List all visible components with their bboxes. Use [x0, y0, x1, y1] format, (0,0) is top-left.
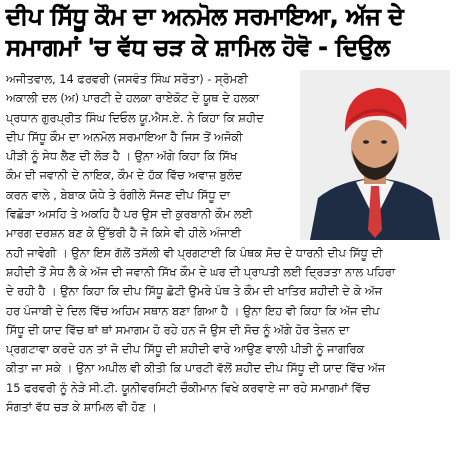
- headline-line-2: ਸਮਾਗਮਾਂ 'ਚ ਵੱਧ ਚੜ ਕੇ ਸ਼ਾਮਿਲ ਹੋਵੋ - ਦਿਉਲ: [6, 35, 390, 61]
- body-line: ਸੰਗਤਾਂ ਵੱਧ ਚੜ ਕੇ ਸ਼ਾਮਿਲ ਵੀ ਹੋਣ ।: [6, 400, 157, 415]
- left-eye: [363, 140, 369, 144]
- body-line: ਕੀਤਾ ਜਾ ਸਕੇ । ਉਨਾ ਅਪੀਲ ਵੀ ਕੀਤੀ ਕਿ ਪਾਰਟੀ ਵੱਲੋਂ ਸ਼ਹੀਦ ਦੀਪ ਸਿੱਧੂ ਦੀ ਯਾਦ ਵਿੱਚ ਅੱਜ: [6, 361, 386, 376]
- body-line: ਅਕਾਲੀ ਦਲ (ਅ) ਪਾਰਟੀ ਦੇ ਹਲਕਾ ਰਾਏਕੋਟ ਦੇ ਯੂਥ ਦੇ ਹਲਕਾ: [6, 91, 260, 106]
- body-line: ਸਿੱਧੂ ਦੀ ਯਾਦ ਵਿੱਚ ਥਾਂ ਥਾਂ ਸਮਾਗਮ ਹੋ ਰਹੇ ਹਨ ਜੋ ਉਸ ਦੀ ਸੋਚ ਨੂੰ ਅੱਗੇ ਹੋਰ ਤੇਜ਼ਨ ਦਾ: [6, 322, 350, 337]
- article-body-area: [6, 70, 450, 417]
- body-line: ਨਹੀ ਜਾਵੇਗੀ । ਉਨਾ ਇਸ ਗੱਲੋਂ ਤਸੱਲੀ ਵੀ ਪ੍ਰਗਟਾਈ ਕਿ ਪੰਥਕ ਸੋਚ ਦੇ ਧਾਰਨੀ ਦੀਪ ਸਿੱਧੂ ਦੀ: [6, 245, 383, 260]
- body-line: ਕਰਨ ਵਾਲੇ , ਬੇਬਾਕ ਯੋਧੇ ਤੇ ਰੰਗੀਲੇ ਸੱਜਣ ਦੀਪ ਸਿੱਧੂ ਦਾ: [6, 187, 231, 202]
- body-line: ਦੀਪ ਸਿੱਧੂ ਕੌਮ ਦਾ ਅਨਮੋਲ ਸਰਮਾਇਆ ਹੈ ਜਿਸ ਤੋਂ ਅਜੋਕੀ: [6, 129, 243, 144]
- portrait-illustration: [300, 70, 450, 240]
- body-line: ਸ਼ਹੀਦੀ ਤੋਂ ਸੇਧ ਲੈ ਕੇ ਅੱਜ ਦੀ ਜਵਾਨੀ ਸਿੱਖ ਕੌਮ ਦੇ ਘਰ ਦੀ ਪ੍ਰਾਪਤੀ ਲਈ ਦ੍ਰਿੜਤਾ ਨਾਲ ਪਹਿਰਾ: [6, 264, 396, 279]
- headline-line-1: ਦੀਪ ਸਿੱਧੂ ਕੌਮ ਦਾ ਅਨਮੋਲ ਸਰਮਾਇਆ, ਅੱਜ ਦੇ: [6, 4, 404, 30]
- body-line: ਵਿਛੋੜਾ ਅਸਹਿ ਤੇ ਅਕਹਿ ਹੈ ਪਰ ਉਸ ਦੀ ਕੁਰਬਾਨੀ ਕੌਮ ਲਈ: [6, 207, 253, 222]
- portrait-photo: [300, 70, 450, 240]
- headline: [6, 2, 450, 64]
- body-line: ਅਜੀਤਵਾਲ, 14 ਫਰਵਰੀ (ਜਸਵੰਤ ਸਿੰਘ ਸਰੋਤਾ) - ਸ੍ਰੋਮਣੀ: [6, 72, 248, 86]
- body-line: ਮਾਰਗ ਦਰਸ਼ਨ ਬਣ ਕੇ ਉੱਭਰੀ ਹੈ ਜੋ ਕਿਸੇ ਵੀ ਹੀਲੇ ਅੰਜਾਈ: [6, 226, 242, 241]
- body-line: 15 ਫਰਵਰੀ ਨੂੰ ਨੇੜੇ ਸੀ.ਟੀ. ਯੂਨੀਵਰਸਿਟੀ ਚੌਕੀਮਾਨ ਵਿਖੇ ਕਰਵਾਏ ਜਾ ਰਹੇ ਸਮਾਗਮਾਂ ਵਿੱਚ: [6, 380, 370, 395]
- body-line: ਹਰ ਪੰਜਾਬੀ ਦੇ ਦਿਲ ਵਿੱਚ ਅਹਿਮ ਸਥਾਨ ਬਣਾ ਗਿਆ ਹੈ । ਉਨਾ ਇਹ ਵੀ ਕਿਹਾ ਕਿ ਅੱਜ ਦੀਪ: [6, 303, 380, 318]
- body-line: ਪੀੜੀ ਨੂੰ ਸੇਧ ਲੈਣ ਦੀ ਲੋੜ ਹੈ । ਉਨਾ ਅੱਗੇ ਕਿਹਾ ਕਿ ਸਿੱਖ: [6, 149, 238, 164]
- right-eye: [381, 140, 387, 144]
- body-line: ਦੇ ਰਹੀ ਹੈ । ਉਨਾ ਕਿਹਾ ਕਿ ਦੀਪ ਸਿੱਧੂ ਛੋਟੀ ਉਮਰੇ ਪੰਥ ਤੇ ਕੌਮ ਦੀ ਖਾਤਿਰ ਸ਼ਹੀਦੀ ਦੇ ਕੇ ਅੱਜ: [6, 284, 383, 299]
- body-line: ਪ੍ਰਧਾਨ ਗੁਰਪ੍ਰੀਤ ਸਿੰਘ ਦਿਓਲ ਯੂ.ਐਸ.ਏ. ਨੇ ਕਿਹਾ ਕਿ ਸ਼ਹੀਦ: [6, 110, 264, 125]
- body-line: ਪ੍ਰਗਟਾਵਾ ਕਰਦੇ ਹਨ ਤਾਂ ਜੋ ਦੀਪ ਸਿੱਧੂ ਦੀ ਸ਼ਹੀਦੀ ਵਾਰੇ ਆਉਣ ਵਾਲੀ ਪੀੜੀ ਨੂੰ ਜਾਗਰਿਕ: [6, 342, 365, 357]
- body-line: ਕੌਮ ਦੀ ਜਵਾਨੀ ਦੇ ਨਾਇਕ, ਕੌਮ ਦੇ ਹੱਕ ਵਿੱਚ ਅਵਾਜ਼ ਬੁਲੰਦ: [6, 168, 243, 183]
